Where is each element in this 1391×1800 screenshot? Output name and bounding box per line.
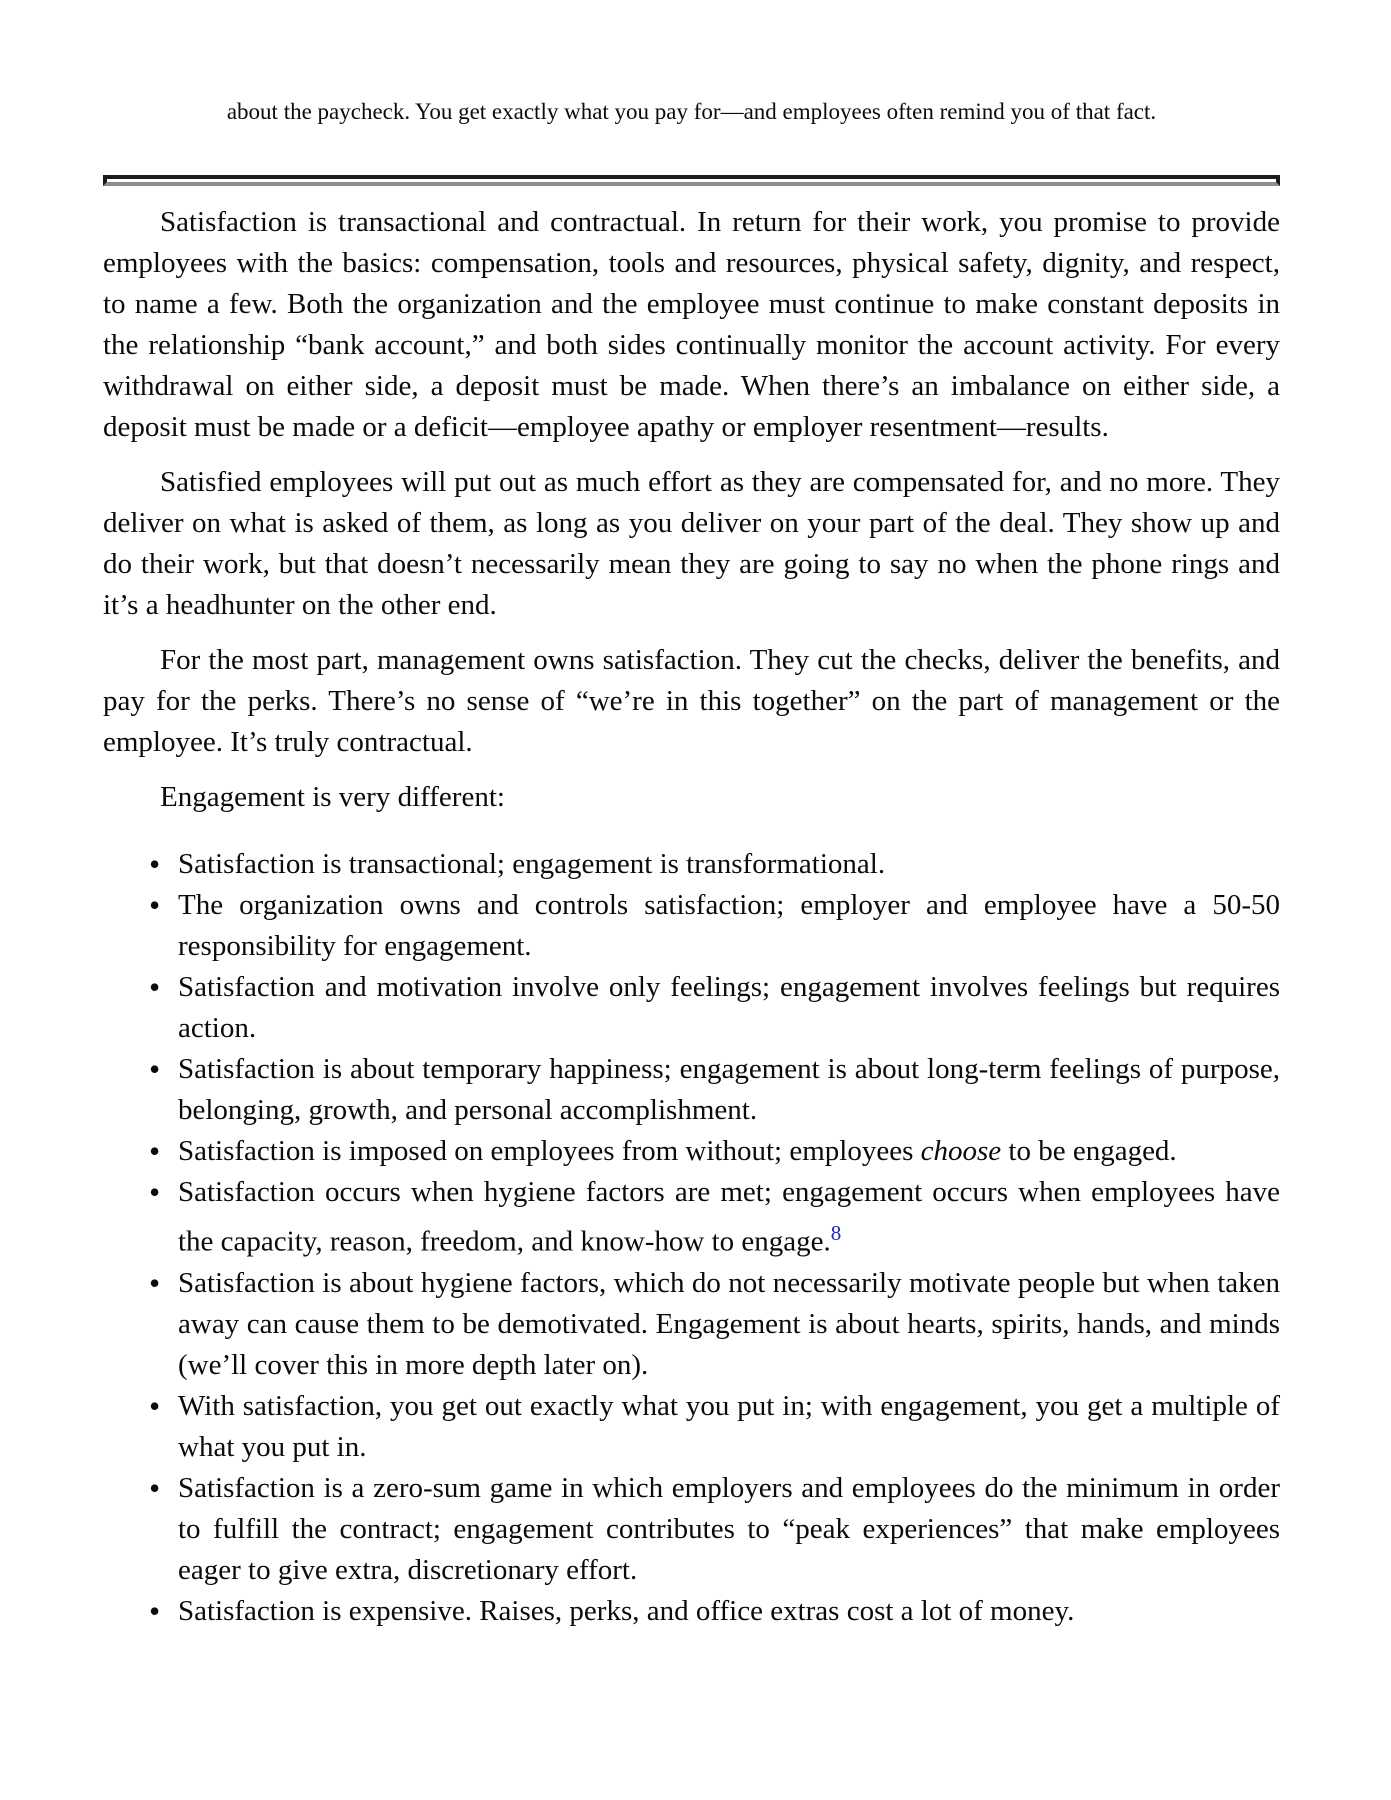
list-item-text: Satisfaction is expensive. Raises, perks, and office extras cost a lot of money. xyxy=(178,1594,1075,1627)
list-item xyxy=(178,1172,1280,1263)
list-item-text: Satisfaction is imposed on employees from without; employees xyxy=(178,1135,921,1167)
list-item-text: Satisfaction is transactional; engagement is transformational. xyxy=(178,848,886,880)
footnote-link-8[interactable]: 8 xyxy=(830,1221,842,1245)
section-divider xyxy=(103,175,1280,186)
list-item-text: Satisfaction is about temporary happiness; engagement is about long-term feelings of purpose, belonging, growth, and personal accomplishment. xyxy=(178,1053,1280,1126)
list-item xyxy=(178,1049,1280,1131)
list-item-text: With satisfaction, you get out exactly what you put in; with engagement, you get a multiple of what you put in. xyxy=(178,1389,1280,1463)
body-paragraph: Satisfied employees will put out as much effort as they are compensated for, and no more. They deliver on what is asked of them, as long as you deliver on your part of the deal. They show up and do their work, but that doesn’t necessarily mean they are going to say no when the phone rings and it’s a headhunter on the other end. xyxy=(103,466,1280,621)
continuation-line: about the paycheck. You get exactly what you pay for—and employees often remind you of that fact. xyxy=(226,99,1157,124)
list-item xyxy=(178,1468,1280,1591)
body-paragraph: Satisfaction is transactional and contractual. In return for their work, you promise to provide employees with the basics: compensation, tools and resources, physical safety, dignity, and respect, to name a few. Both the organization and the employee must continue to make constant deposits in the relationship “bank account,” and both sides continually monitor the account activity. For every withdrawal on either side, a deposit must be made. When there’s an imbalance on either side, a deposit must be made or a deficit—employee apathy or employer resentment—results. xyxy=(103,206,1280,443)
body-paragraph: For the most part, management owns satisfaction. They cut the checks, deliver the benefits, and pay for the perks. There’s no sense of “we’re in this together” on the part of management or the employee. It’s truly contractual. xyxy=(103,644,1280,758)
list-item xyxy=(178,1386,1280,1468)
list-item xyxy=(178,885,1280,967)
list-item-text: Satisfaction is about hygiene factors, which do not necessarily motivate people but when taken away can cause them to be demotivated. Engagement is about hearts, spirits, hands, and minds (we’ll cover this in more depth later on). xyxy=(178,1266,1280,1381)
list-item xyxy=(178,844,1280,885)
list-item xyxy=(178,1263,1280,1386)
list-item-text: to be engaged. xyxy=(1001,1135,1177,1167)
list-item-text: Satisfaction occurs when hygiene factors are met; engagement occurs when employees have the capacity, reason, freedom, and know-how to engage. xyxy=(178,1176,1280,1258)
list-item-emphasis: choose xyxy=(920,1135,1002,1167)
list-item-text: The organization owns and controls satisfaction; employer and employee have a 50-50 responsibility for engagement. xyxy=(178,889,1280,962)
list-item-text: Satisfaction and motivation involve only feelings; engagement involves feelings but requires action. xyxy=(178,971,1280,1044)
list-item xyxy=(178,1591,1280,1632)
body-paragraph: Engagement is very different: xyxy=(160,781,505,813)
list-item xyxy=(178,1131,1280,1172)
list-item-text: Satisfaction is a zero-sum game in which employers and employees do the minimum in order to fulfill the contract; engagement contributes to “peak experiences” that make employees eager to give extra, discretionary effort. xyxy=(178,1471,1280,1586)
list-item xyxy=(178,967,1280,1049)
bullet-list xyxy=(103,844,1280,1632)
